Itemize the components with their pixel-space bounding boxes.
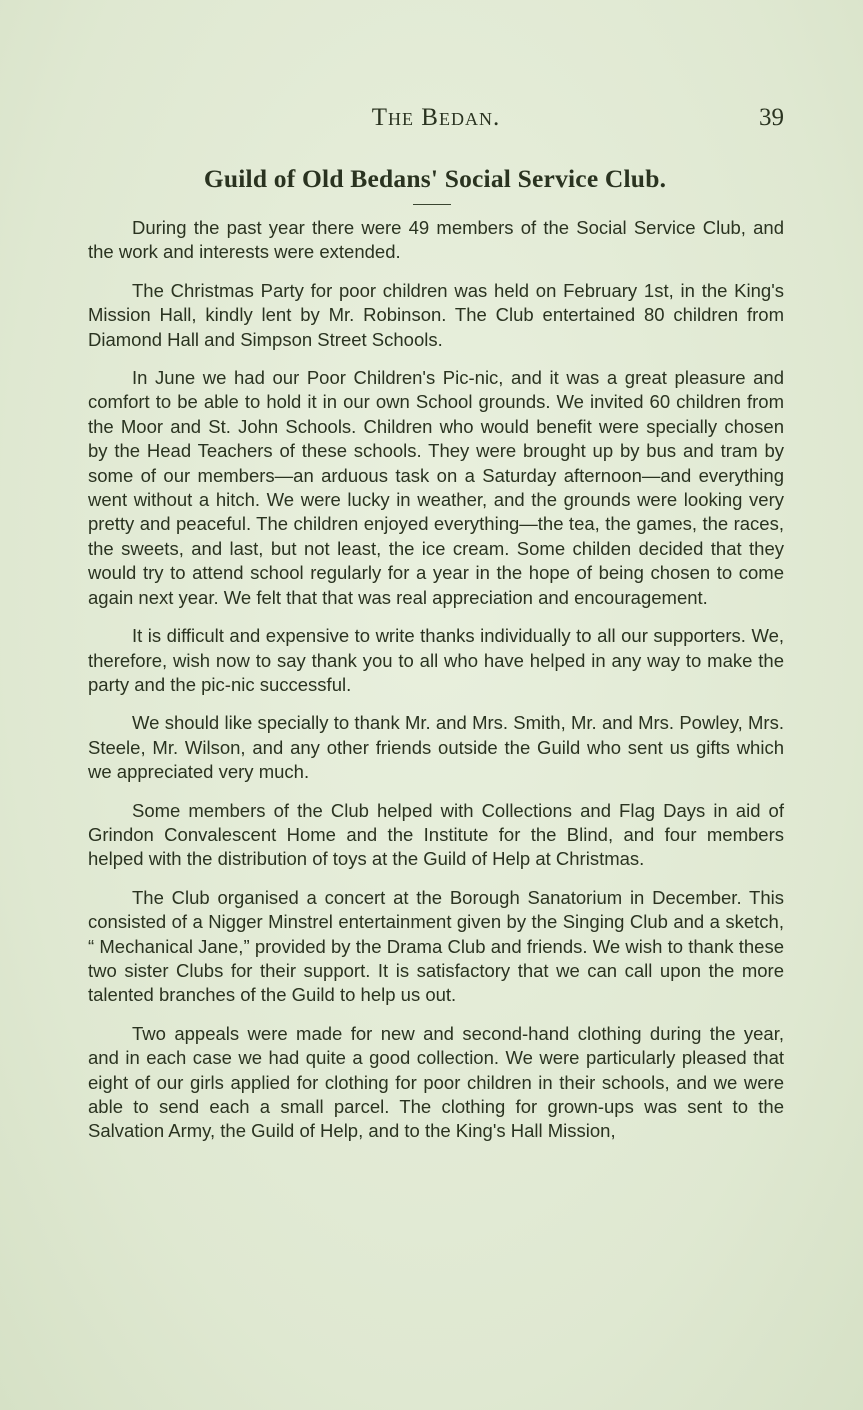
paragraph-thanks-supporters: It is difficult and expensive to write thanks individually to all our supporters. We, therefore, wish now to say thank you to all who have helped in any way to make the party and the pic-nic successful. [88, 625, 784, 695]
title-divider [413, 204, 451, 205]
running-title: The Bedan. [371, 104, 501, 131]
paragraph-picnic: In June we had our Poor Children's Pic-nic, and it was a great pleasure and comfort to be able to hold it in our own School grounds. We invited 60 children from the Moor and St. John Schools. Children who would benefit were specially chosen by the Head Teachers of these schools. They were brought up by bus and tram by some of our members—an arduous task on a Saturday afternoon—and everything went without a hitch. We were lucky in weather, and the grounds were looking very pretty and peaceful. The children enjoyed everything—the tea, the games, the races, the sweets, and last, but not least, the ice cream. Some childen decided that they would try to attend school regularly for a year in the hope of being chosen to come again next year. We felt that that was real appreciation and encouragement. [88, 367, 784, 608]
article-body [88, 216, 784, 1158]
paragraph-thanks-friends: We should like specially to thank Mr. and Mrs. Smith, Mr. and Mrs. Powley, Mrs. Steele, Mr. Wilson, and any other friends outside the Guild who sent us gifts which we appreciated very much. [88, 712, 784, 783]
paragraph-collections: Some members of the Club helped with Collections and Flag Days in aid of Grindon Convalescent Home and the Institute for the Blind, and four members helped with the distribution of toys at the Guild of Help at Christmas. [88, 799, 784, 870]
paragraph-concert: The Club organised a concert at the Borough Sanatorium in December. This consisted of a Nigger Minstrel entertainment given by the Singing Club and a sketch, “ Mechanical Jane,” provided by the Drama Club and friends. We wish to thank these two sister Clubs for their support. It is satisfactory that we can call upon the more talented branches of the Guild to help us out. [88, 886, 784, 1006]
running-head [88, 104, 784, 134]
paragraph-clothing-appeals: Two appeals were made for new and second-hand clothing during the year, and in each case we had quite a good collection. We were particularly pleased that eight of our girls applied for clothing for poor children in their schools, and we were able to send each a small parcel. The clothing for grown-ups was sent to the Salvation Army, the Guild of Help, and to the King's Hall Mission, [88, 1022, 784, 1142]
article-title: Guild of Old Bedans' Social Service Club. [203, 164, 667, 193]
page-number: 39 [759, 104, 784, 131]
paragraph-christmas-party: The Christmas Party for poor children was held on February 1st, in the King's Mission Hall, kindly lent by Mr. Robinson. The Club entertained 80 children from Diamond Hall and Simpson Street Schools. [88, 279, 784, 350]
paragraph-membership: During the past year there were 49 members of the Social Service Club, and the work and interests were extended. [88, 217, 784, 263]
